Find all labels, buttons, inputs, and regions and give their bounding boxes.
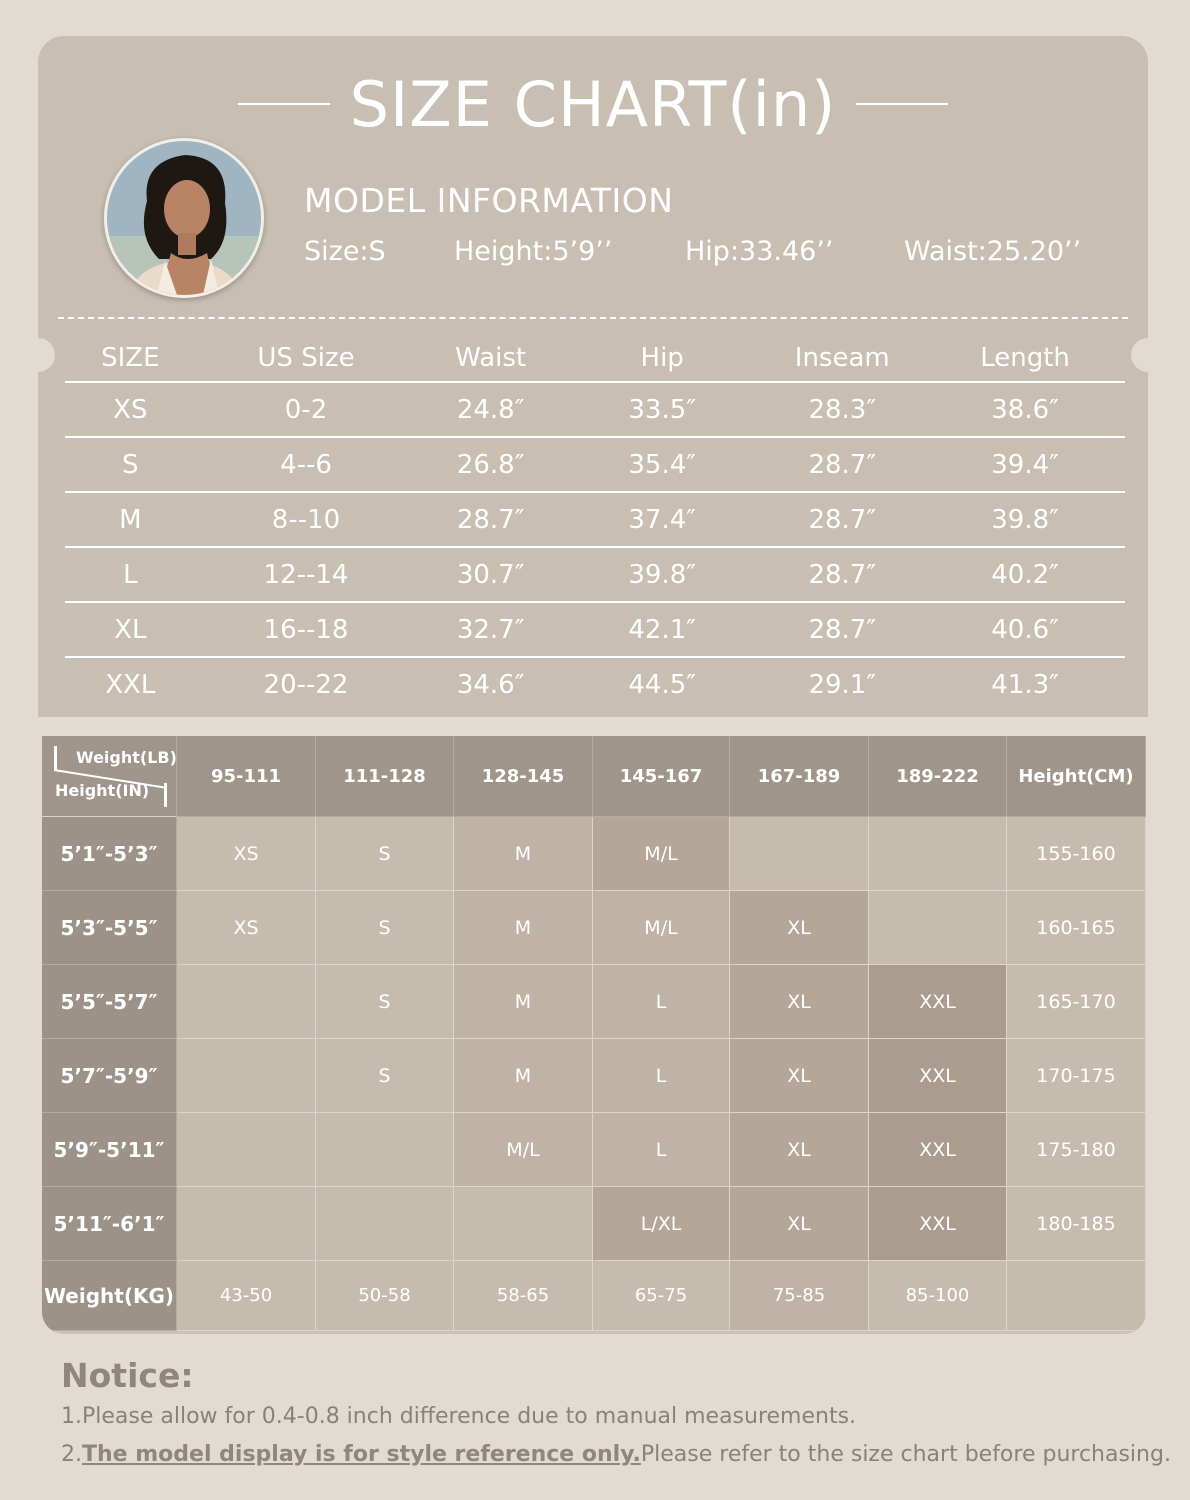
fit-cell: S (316, 891, 454, 965)
size-chart-card (38, 36, 1148, 717)
weight-lb-header: 111-128 (316, 736, 454, 817)
hip-cell: 35.4″ (565, 437, 760, 492)
height-cm-cell: 155-160 (1007, 817, 1146, 891)
size-cell: S (65, 437, 196, 492)
us-size-cell: 0-2 (196, 382, 417, 437)
fit-cell: L (593, 1113, 730, 1187)
model-size: Size:S (304, 236, 386, 267)
weight-kg-label: Weight(KG) (42, 1261, 177, 1331)
length-cell: 40.6″ (925, 602, 1125, 657)
corner-weight-label: Weight(LB) (76, 748, 177, 767)
hip-cell: 37.4″ (565, 492, 760, 547)
fit-cell: L (593, 965, 730, 1039)
length-cell: 39.4″ (925, 437, 1125, 492)
header-waist: Waist (455, 342, 527, 373)
us-size-cell: 12--14 (196, 547, 417, 602)
header-hip: Hip (640, 342, 684, 373)
weight-lb-header: 145-167 (593, 736, 730, 817)
fit-cell (177, 1039, 316, 1113)
weight-kg-empty-cell (1007, 1261, 1146, 1331)
size-row (65, 657, 1125, 711)
us-size-cell: 4--6 (196, 437, 417, 492)
fit-cell: XS (177, 891, 316, 965)
hip-cell: 42.1″ (565, 602, 760, 657)
weight-kg-cell: 75-85 (730, 1261, 869, 1331)
size-cell: L (65, 547, 196, 602)
corner-tick-right (164, 783, 167, 807)
header-us-size: US Size (257, 342, 355, 373)
notice-line-2 (61, 1442, 1171, 1467)
fit-cell: L/XL (593, 1187, 730, 1261)
waist-cell: 34.6″ (416, 657, 565, 711)
page-title: SIZE CHART(in) (349, 67, 837, 141)
title-rule-right (856, 103, 948, 105)
title-rule-left (238, 103, 330, 105)
hip-cell: 33.5″ (565, 382, 760, 437)
notice-line-2-bold: The model display is for style reference only. (82, 1442, 641, 1467)
model-hip: Hip:33.46’’ (685, 236, 834, 267)
inseam-cell: 28.7″ (759, 602, 925, 657)
notice-line-1: 1.Please allow for 0.4-0.8 inch difference due to manual measurements. (61, 1404, 857, 1429)
fit-cell: M/L (593, 891, 730, 965)
us-size-cell: 20--22 (196, 657, 417, 711)
waist-cell: 32.7″ (416, 602, 565, 657)
fit-cell: L (593, 1039, 730, 1113)
size-cell: XS (65, 382, 196, 437)
height-cm-header: Height(CM) (1007, 736, 1146, 817)
fit-cell: XL (730, 891, 869, 965)
size-table-header (65, 334, 1125, 382)
height-in-label: 5’9″-5’11″ (42, 1113, 177, 1187)
weight-lb-header: 95-111 (177, 736, 316, 817)
weight-lb-header: 167-189 (730, 736, 869, 817)
fit-cell (730, 817, 869, 891)
notice-line-2-prefix: 2. (61, 1442, 82, 1467)
dashed-divider (58, 317, 1128, 319)
weight-kg-cell: 58-65 (454, 1261, 593, 1331)
height-in-label: 5’7″-5’9″ (42, 1039, 177, 1113)
fit-cell: XXL (869, 1187, 1007, 1261)
length-cell: 38.6″ (925, 382, 1125, 437)
height-cm-cell: 170-175 (1007, 1039, 1146, 1113)
fit-cell: M/L (454, 1113, 593, 1187)
fit-cell (177, 1113, 316, 1187)
fit-cell (316, 1187, 454, 1261)
model-height: Height:5’9’’ (454, 236, 613, 267)
size-row (65, 382, 1125, 437)
size-row (65, 547, 1125, 602)
fit-cell: M (454, 817, 593, 891)
fit-cell: S (316, 1039, 454, 1113)
size-cell: XL (65, 602, 196, 657)
size-cell: M (65, 492, 196, 547)
inseam-cell: 28.7″ (759, 492, 925, 547)
notice-heading: Notice: (61, 1356, 194, 1395)
waist-cell: 26.8″ (416, 437, 565, 492)
fit-cell: M (454, 891, 593, 965)
header-size: SIZE (101, 342, 160, 373)
fit-cell: XS (177, 817, 316, 891)
model-photo-icon (107, 141, 261, 295)
fit-cell: M (454, 1039, 593, 1113)
weight-kg-cell: 85-100 (869, 1261, 1007, 1331)
notice-line-2-rest: Please refer to the size chart before purchasing. (640, 1442, 1171, 1467)
model-information-heading: MODEL INFORMATION (304, 181, 674, 220)
weight-kg-cell: 65-75 (593, 1261, 730, 1331)
size-row (65, 602, 1125, 657)
fit-cell: S (316, 965, 454, 1039)
weight-lb-header: 128-145 (454, 736, 593, 817)
size-row (65, 437, 1125, 492)
fit-cell: XL (730, 965, 869, 1039)
ticket-notch-right (1131, 338, 1165, 372)
height-in-label: 5’5″-5’7″ (42, 965, 177, 1039)
length-cell: 41.3″ (925, 657, 1125, 711)
size-cell: XXL (65, 657, 196, 711)
inseam-cell: 29.1″ (759, 657, 925, 711)
fit-cell (177, 965, 316, 1039)
corner-tick-left (54, 746, 57, 770)
header-length: Length (980, 342, 1070, 373)
header-inseam: Inseam (794, 342, 890, 373)
us-size-cell: 16--18 (196, 602, 417, 657)
height-cm-cell: 175-180 (1007, 1113, 1146, 1187)
waist-cell: 24.8″ (416, 382, 565, 437)
title-row (38, 64, 1148, 144)
hip-cell: 39.8″ (565, 547, 760, 602)
height-in-label: 5’11″-6’1″ (42, 1187, 177, 1261)
fit-cell: XXL (869, 1039, 1007, 1113)
fit-cell: S (316, 817, 454, 891)
fit-cell: XXL (869, 1113, 1007, 1187)
height-cm-cell: 160-165 (1007, 891, 1146, 965)
fit-cell (454, 1187, 593, 1261)
corner-height-label: Height(IN) (55, 781, 150, 800)
height-cm-cell: 180-185 (1007, 1187, 1146, 1261)
ticket-notch-left (21, 338, 55, 372)
fit-cell: XL (730, 1187, 869, 1261)
grid-corner (42, 736, 177, 817)
waist-cell: 28.7″ (416, 492, 565, 547)
inseam-cell: 28.7″ (759, 547, 925, 602)
weight-kg-cell: 50-58 (316, 1261, 454, 1331)
fit-cell (869, 891, 1007, 965)
fit-grid (42, 736, 1146, 1334)
fit-cell: XL (730, 1113, 869, 1187)
size-row (65, 492, 1125, 547)
inseam-cell: 28.3″ (759, 382, 925, 437)
length-cell: 40.2″ (925, 547, 1125, 602)
model-waist: Waist:25.20’’ (904, 236, 1082, 267)
weight-lb-header: 189-222 (869, 736, 1007, 817)
fit-cell: XXL (869, 965, 1007, 1039)
fit-cell: M (454, 965, 593, 1039)
fit-cell: XL (730, 1039, 869, 1113)
length-cell: 39.8″ (925, 492, 1125, 547)
hip-cell: 44.5″ (565, 657, 760, 711)
height-in-label: 5’3″-5’5″ (42, 891, 177, 965)
waist-cell: 30.7″ (416, 547, 565, 602)
model-avatar (104, 138, 264, 298)
fit-cell (316, 1113, 454, 1187)
fit-cell (869, 817, 1007, 891)
size-table (65, 334, 1125, 711)
height-cm-cell: 165-170 (1007, 965, 1146, 1039)
weight-kg-cell: 43-50 (177, 1261, 316, 1331)
fit-cell: M/L (593, 817, 730, 891)
height-in-label: 5’1″-5’3″ (42, 817, 177, 891)
us-size-cell: 8--10 (196, 492, 417, 547)
fit-cell (177, 1187, 316, 1261)
inseam-cell: 28.7″ (759, 437, 925, 492)
